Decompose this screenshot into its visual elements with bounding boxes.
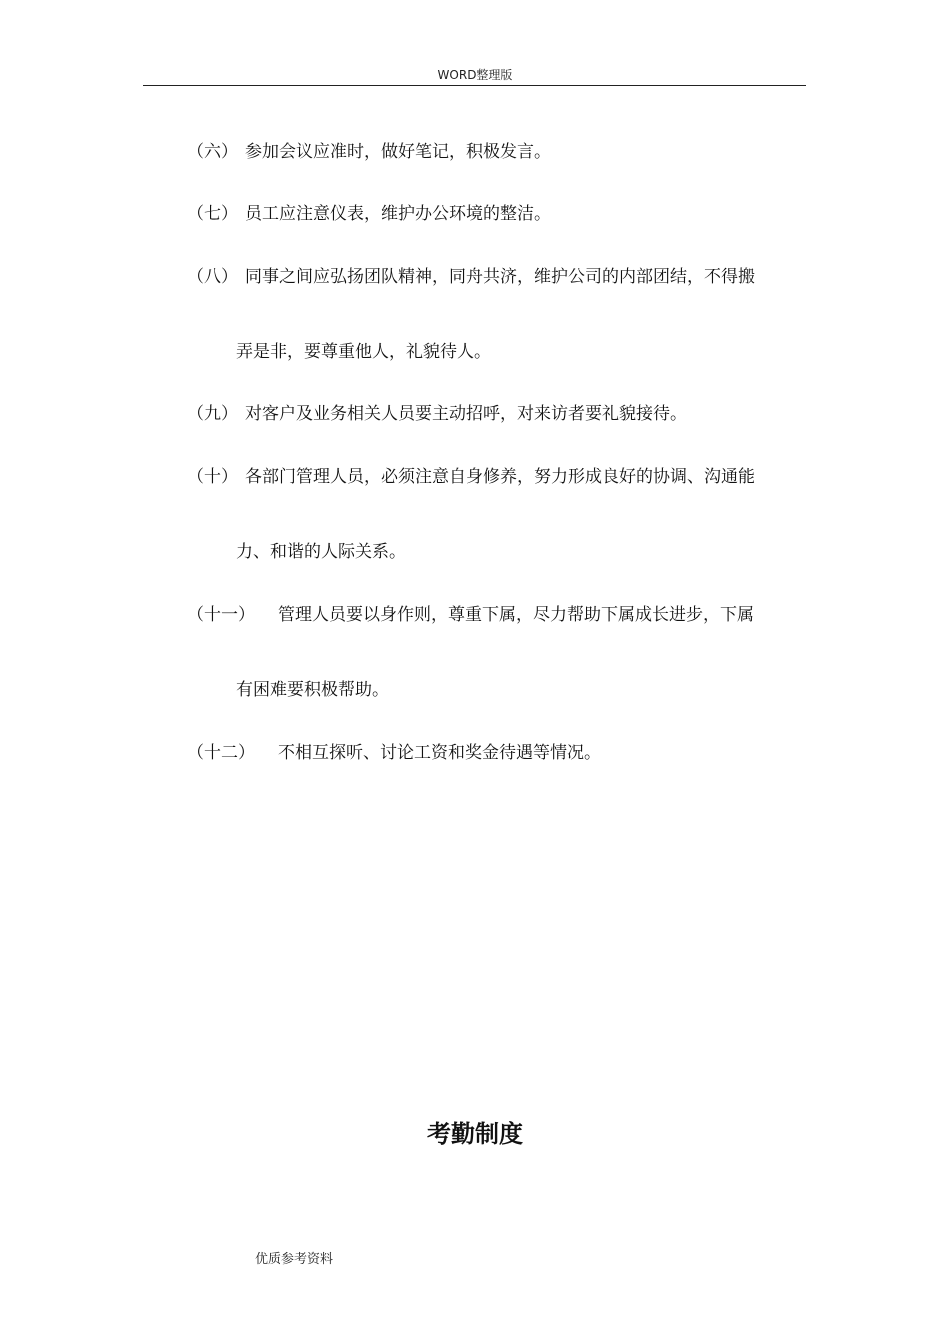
item-continuation: 有困难要积极帮助。	[236, 680, 389, 700]
item-continuation: 弄是非，要尊重他人，礼貌待人。	[236, 342, 491, 362]
item-number: （八）	[187, 267, 238, 287]
item-number: （六）	[187, 142, 238, 162]
item-number: （十二）	[187, 743, 255, 763]
rule-item-9	[187, 402, 807, 426]
item-text: 员工应注意仪表，维护办公环境的整洁。	[245, 204, 551, 224]
rule-item-10	[187, 465, 807, 489]
rule-item-7	[187, 202, 807, 226]
rule-item-12	[187, 741, 807, 765]
item-number: （十一）	[187, 605, 255, 625]
item-text: 各部门管理人员，必须注意自身修养，努力形成良好的协调、沟通能	[245, 467, 755, 487]
item-number: （十）	[187, 467, 238, 487]
page-footer: 优质参考资料	[255, 1252, 334, 1267]
section-title: 考勤制度	[427, 1120, 523, 1148]
item-text: 管理人员要以身作则，尊重下属，尽力帮助下属成长进步，下属	[278, 605, 754, 625]
page-header: WORD整理版	[437, 68, 513, 82]
rule-item-8	[187, 265, 807, 289]
item-number: （九）	[187, 404, 238, 424]
item-text: 对客户及业务相关人员要主动招呼，对来访者要礼貌接待。	[245, 404, 687, 424]
item-number: （七）	[187, 204, 238, 224]
item-continuation: 力、和谐的人际关系。	[236, 542, 406, 562]
item-text: 不相互探听、讨论工资和奖金待遇等情况。	[278, 743, 601, 763]
rule-item-6	[187, 140, 807, 164]
rule-item-11	[187, 603, 807, 627]
header-divider	[143, 85, 806, 86]
item-text: 同事之间应弘扬团队精神，同舟共济，维护公司的内部团结，不得搬	[245, 267, 755, 287]
item-text: 参加会议应准时，做好笔记，积极发言。	[245, 142, 551, 162]
